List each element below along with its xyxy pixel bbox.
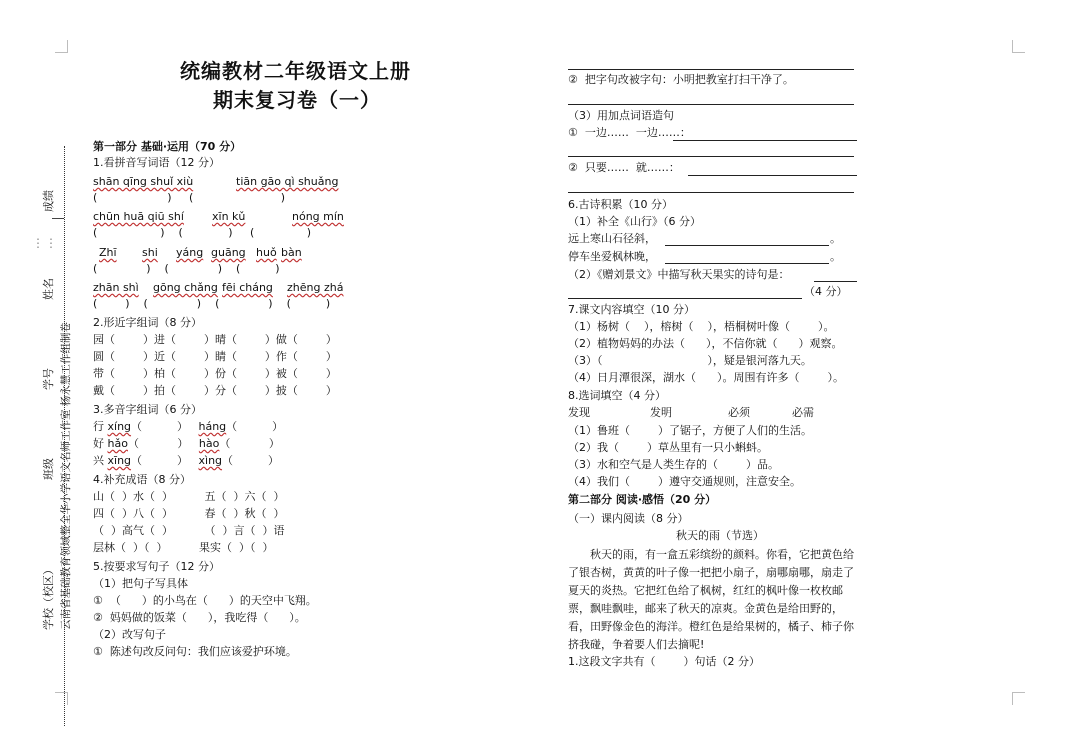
q2-row[interactable]: 圆（ ）近（ ）睛（ ）作（ ）: [93, 350, 337, 363]
q4-row[interactable]: （ ）高气（ ） （ ）言（ ）语: [93, 524, 285, 537]
r-passive-sentence: ② 把字句改被字句：小明把教室打扫干净了。: [568, 73, 794, 86]
pinyin: yáng: [176, 246, 204, 259]
q4-row[interactable]: 四（ ）八（ ） 春（ ）秋（ ）: [93, 507, 285, 520]
answer-blanks[interactable]: ( ) ( ) ( ): [93, 226, 312, 239]
q5-3b: ② 只要…… 就……：: [568, 161, 680, 174]
q8-row[interactable]: （3）水和空气是人类生存的（ ）品。: [568, 458, 779, 471]
q8-row[interactable]: （4）我们（ ）遵守交通规则，注意安全。: [568, 475, 801, 488]
pinyin: shān qīng shuǐ xiù: [93, 175, 194, 188]
q2-heading: 2.形近字组词（8 分）: [93, 316, 202, 329]
credit-text: 云南省基础教育领域整全华小学语文名师工作室 杨永慧工作组制卷: [60, 322, 72, 630]
poem-line: 远上寒山石径斜，: [568, 232, 656, 245]
q3-heading: 3.多音字组词（6 分）: [93, 403, 202, 416]
pinyin: háng: [198, 420, 227, 433]
pinyin: zhēng zhá: [287, 281, 344, 294]
pinyin: huǒ: [256, 246, 277, 259]
page-subtitle: 期末复习卷（一）: [213, 88, 381, 112]
score-label: 成绩: [42, 190, 55, 212]
q2-row[interactable]: 园（ ）进（ ）晴（ ）做（ ）: [93, 333, 337, 346]
q1-heading: 1.看拼音写词语（12 分）: [93, 156, 220, 169]
q5-1a[interactable]: ① （ ）的小鸟在（ ）的天空中飞翔。: [93, 594, 317, 607]
answer-blanks[interactable]: ( ) ( ) ( ): [93, 262, 280, 275]
q7-heading: 7.课文内容填空（10 分）: [568, 303, 695, 316]
pinyin: xìng: [198, 454, 223, 467]
answer-blanks[interactable]: ( ) ( ): [93, 191, 285, 204]
crop-mark-bottom-left: [55, 692, 68, 705]
reading-passage: 秋天的雨，有一盒五彩缤纷的颜料。你看，它把黄色给了银杏树，黄黄的叶子像一把把小扇子，扇哪扇哪，扇走了夏天的炎热。它把红色给了枫树，红红的枫叶像一枚枚邮票，飘哇飘哇，邮来了秋天的凉爽。金黄色是给田野的，看，田野像金色的海洋。橙红色是给果树的，橘子、柿子你挤我碰，争着要人们去摘呢!: [568, 548, 854, 651]
poem-line: 停车坐爱枫林晚，: [568, 250, 656, 263]
q3-row[interactable]: 好 hǎo（ ） hào（ ）: [93, 437, 280, 450]
q5-1-heading: （1）把句子写具体: [93, 577, 188, 590]
q4-row[interactable]: 山（ ）水（ ） 五（ ）六（ ）: [93, 490, 285, 503]
q7-row[interactable]: （3）（ ），疑是银河落九天。: [568, 354, 812, 367]
q8-word: 必需: [792, 406, 814, 419]
q4-row[interactable]: 层林（ ）（ ） 果实（ ）（ ）: [93, 541, 274, 554]
q8-word: 发现: [568, 406, 590, 419]
pinyin: shi: [142, 246, 158, 259]
period: 。: [830, 250, 841, 263]
pinyin: guāng: [211, 246, 246, 259]
q5-2-heading: （2）改写句子: [93, 628, 166, 641]
answer-line[interactable]: [814, 281, 857, 282]
q3-char: 兴: [93, 454, 104, 467]
part2-heading: 第二部分 阅读·感悟（20 分）: [568, 493, 717, 506]
pinyin: xíng: [107, 420, 132, 433]
seat-label: 学号: [42, 368, 55, 390]
crop-mark-bottom-right: [1012, 692, 1025, 705]
q7-row[interactable]: （4）日月潭很深，湖水（ ）。周围有许多（ ）。: [568, 371, 844, 384]
pinyin: fēi cháng: [222, 281, 273, 294]
answer-blanks[interactable]: ( ) ( ) ( ) ( ): [93, 297, 331, 310]
pinyin: Zhī: [99, 246, 117, 259]
reading-q1[interactable]: 1.这段文字共有（ ）句话（2 分）: [568, 655, 760, 668]
q3-row[interactable]: 兴 xīng（ ） xìng（ ）: [93, 454, 279, 467]
pinyin: nóng mín: [292, 210, 344, 223]
crop-mark-top-left: [55, 40, 68, 53]
pinyin: tiān gāo qì shuǎng: [236, 175, 339, 188]
answer-line[interactable]: [665, 263, 829, 264]
pinyin: gōng chǎng: [153, 281, 218, 294]
q8-word: 必须: [728, 406, 750, 419]
answer-line[interactable]: [568, 104, 854, 105]
q2-row[interactable]: 戴（ ）拍（ ）分（ ）披（ ）: [93, 384, 337, 397]
q8-row[interactable]: （2）我（ ）草丛里有一只小蝌蚪。: [568, 441, 768, 454]
q5-2a: ① 陈述句改反问句：我们应该爱护环境。: [93, 645, 297, 658]
q5-3a: ① 一边…… 一边……：: [568, 126, 691, 139]
q6-2-score: （4 分）: [804, 285, 848, 298]
name-label: 姓名: [42, 278, 55, 300]
q7-row[interactable]: （1）杨树（ ），榕树（ ），梧桐树叶像（ ）。: [568, 320, 835, 333]
pinyin: bàn: [281, 246, 302, 259]
answer-line[interactable]: [673, 140, 857, 141]
page-title: 统编教材二年级语文上册: [180, 59, 411, 83]
q8-row[interactable]: （1）鲁班（ ）了锯子，方便了人们的生活。: [568, 424, 812, 437]
answer-line[interactable]: [568, 298, 802, 299]
pinyin: zhān shì: [93, 281, 139, 294]
school-label: 学校（校区）: [42, 564, 55, 630]
q8-heading: 8.选词填空（4 分）: [568, 389, 666, 402]
score-underline: [52, 218, 64, 219]
reading-title: 秋天的雨（节选）: [676, 529, 764, 542]
part1-heading: 第一部分 基础·运用（70 分）: [93, 140, 242, 153]
reading-section-heading: （一）课内阅读（8 分）: [568, 512, 689, 525]
q8-word: 发明: [650, 406, 672, 419]
q6-1-heading: （1）补全《山行》（6 分）: [568, 215, 701, 228]
q6-heading: 6.古诗积累（10 分）: [568, 198, 673, 211]
pinyin: chūn huā qiū shí: [93, 210, 184, 223]
q7-row[interactable]: （2）植物妈妈的办法（ ），不信你就（ ）观察。: [568, 337, 843, 350]
answer-line[interactable]: [665, 245, 829, 246]
q3-char: 好: [93, 437, 104, 450]
answer-line[interactable]: [568, 69, 854, 70]
q5-1b[interactable]: ② 妈妈做的饭菜（ ），我吃得（ ）。: [93, 611, 306, 624]
pinyin: xīng: [107, 454, 132, 467]
answer-line[interactable]: [568, 156, 854, 157]
q5-heading: 5.按要求写句子（12 分）: [93, 560, 220, 573]
period: 。: [830, 232, 841, 245]
drag-handle-icon[interactable]: ⋮⋮: [32, 236, 58, 250]
crop-mark-top-right: [1012, 40, 1025, 53]
pinyin: hǎo: [107, 437, 128, 450]
q3-char: 行: [93, 420, 104, 433]
q6-2-heading: （2）《赠刘景文》中描写秋天果实的诗句是：: [568, 268, 790, 281]
q3-row[interactable]: 行 xíng（ ） háng（ ）: [93, 420, 284, 433]
q4-heading: 4.补充成语（8 分）: [93, 473, 191, 486]
q2-row[interactable]: 带（ ）柏（ ）份（ ）被（ ）: [93, 367, 337, 380]
answer-line[interactable]: [568, 192, 854, 193]
pinyin: xīn kǔ: [212, 210, 246, 223]
q5-3-heading: （3）用加点词语造句: [568, 109, 674, 122]
class-label: 班级: [42, 458, 55, 480]
pinyin: hào: [198, 437, 220, 450]
answer-line[interactable]: [688, 175, 857, 176]
